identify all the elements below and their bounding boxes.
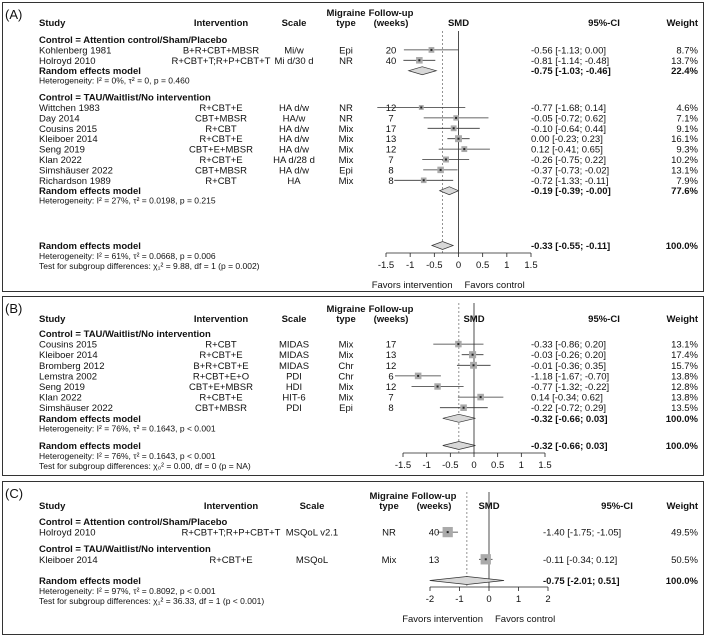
study-point bbox=[458, 138, 460, 140]
overall-random-effects-label: Random effects model bbox=[39, 441, 141, 452]
x-tick-label: -0.5 bbox=[442, 460, 459, 471]
overall-weight: 100.0% bbox=[665, 441, 698, 452]
heterogeneity-text: Heterogeneity: I² = 76%, τ² = 0.1643, p < 0.001 bbox=[39, 423, 216, 434]
study-type: Mix bbox=[338, 382, 354, 393]
study-follow-up: 20 bbox=[385, 45, 397, 57]
study-name: Klan 2022 bbox=[39, 155, 82, 166]
study-name: Holroyd 2010 bbox=[39, 527, 96, 539]
study-type: Mix bbox=[338, 339, 354, 351]
study-type: NR bbox=[382, 527, 396, 539]
study-weight: 12.8% bbox=[671, 382, 698, 393]
study-scale: HDI bbox=[285, 382, 303, 393]
study-point bbox=[440, 169, 442, 171]
study-scale: MIDAS bbox=[278, 360, 310, 372]
study-name: Cousins 2015 bbox=[39, 339, 98, 351]
study-scale: MSQoL bbox=[295, 554, 329, 566]
subgroup-test: Test for subgroup differences: χ₁² = 9.88, df = 1 (p = 0.002) bbox=[39, 261, 260, 271]
study-intervention: R+CBT+E bbox=[209, 554, 253, 566]
heterogeneity-text: Heterogeneity: I² = 0%, τ² = 0, p = 0.460 bbox=[39, 75, 190, 86]
study-follow-up: 40 bbox=[385, 55, 397, 67]
study-intervention: R+CBT+E bbox=[199, 134, 243, 146]
study-type: NR bbox=[339, 55, 353, 67]
header-weight: Weight bbox=[666, 18, 698, 29]
study-intervention: B+R+CBT+E bbox=[193, 360, 249, 372]
study-intervention: R+CBT+E bbox=[199, 350, 243, 362]
overall-heterogeneity: Heterogeneity: I² = 61%, τ² = 0.0668, p = 0.006 bbox=[39, 251, 216, 261]
study-point bbox=[463, 148, 465, 150]
subgroup-test: Test for subgroup differences: χ₀² = 0.00, df = 0 (p = NA) bbox=[39, 461, 251, 471]
study-follow-up: 13 bbox=[385, 134, 397, 146]
header-type: type bbox=[336, 18, 356, 29]
study-intervention: R+CBT+T;R+P+CBT+T bbox=[181, 527, 281, 539]
study-ci: -0.81 [-1.14; -0.48] bbox=[531, 55, 610, 67]
study-follow-up: 6 bbox=[388, 371, 394, 383]
study-intervention: R+CBT+E bbox=[199, 155, 243, 166]
study-ci: -0.26 [-0.75; 0.22] bbox=[531, 155, 606, 166]
overall-ci: -0.75 [-2.01; 0.51] bbox=[543, 576, 620, 587]
study-follow-up: 12 bbox=[385, 382, 397, 393]
header-intervention: Intervention bbox=[203, 501, 259, 512]
forest-panel-c bbox=[2, 481, 704, 635]
study-point bbox=[420, 107, 422, 109]
study-scale: MIDAS bbox=[278, 350, 310, 362]
overall-random-effects-label: Random effects model bbox=[39, 241, 141, 252]
panel-label: (A) bbox=[5, 7, 23, 22]
study-weight: 50.5% bbox=[671, 554, 698, 566]
study-ci: -0.01 [-0.36; 0.35] bbox=[531, 360, 606, 372]
overall-diamond bbox=[432, 242, 453, 250]
header-smd: SMD bbox=[463, 314, 485, 325]
study-follow-up: 8 bbox=[388, 403, 394, 415]
study-point bbox=[430, 49, 432, 51]
study-name: Lemstra 2002 bbox=[39, 371, 98, 383]
study-intervention: R+CBT bbox=[205, 175, 237, 187]
study-point bbox=[447, 531, 449, 533]
favors-intervention-label: Favors intervention bbox=[402, 614, 483, 625]
x-tick-label: -1 bbox=[405, 260, 415, 271]
x-tick-label: 1 bbox=[518, 460, 524, 471]
x-tick-label: 0 bbox=[455, 260, 462, 271]
overall-heterogeneity: Heterogeneity: I² = 97%, τ² = 0.8092, p < 0.001 bbox=[39, 586, 216, 596]
study-scale: MIDAS bbox=[278, 339, 310, 351]
header-scale: Scale bbox=[281, 18, 307, 29]
header-follow-up: Follow-up bbox=[411, 491, 457, 502]
study-follow-up: 8 bbox=[388, 165, 394, 177]
study-name: Klan 2022 bbox=[39, 392, 82, 404]
study-intervention: R+CBT+E bbox=[199, 392, 243, 404]
study-name: Day 2014 bbox=[39, 113, 80, 125]
header-study: Study bbox=[39, 18, 66, 29]
study-ci: 0.14 [-0.34; 0.62] bbox=[531, 392, 603, 404]
study-name: Kleiboer 2014 bbox=[39, 554, 98, 566]
study-point bbox=[473, 364, 475, 366]
study-follow-up: 8 bbox=[388, 175, 394, 187]
study-name: Kohlenberg 1981 bbox=[39, 45, 112, 57]
study-weight: 17.4% bbox=[671, 350, 698, 362]
x-tick-label: -1 bbox=[455, 594, 464, 605]
study-weight: 13.5% bbox=[671, 403, 698, 415]
study-ci: -0.10 [-0.64; 0.44] bbox=[531, 123, 606, 135]
header-type: type bbox=[336, 314, 356, 325]
x-tick-label: 1 bbox=[515, 594, 522, 605]
study-follow-up: 7 bbox=[388, 392, 394, 404]
x-tick-label: 0.5 bbox=[491, 460, 505, 471]
random-effects-label: Random effects model bbox=[39, 186, 141, 198]
study-weight: 15.7% bbox=[671, 360, 698, 372]
study-ci: -0.72 [-1.33; -0.11] bbox=[531, 175, 609, 187]
study-point bbox=[437, 386, 439, 388]
study-intervention: R+CBT+E bbox=[199, 103, 243, 114]
study-scale: PDI bbox=[286, 403, 302, 415]
study-intervention: CBT+MBSR bbox=[195, 165, 247, 177]
study-type: Mix bbox=[338, 155, 354, 166]
x-tick-label: -0.5 bbox=[426, 260, 443, 271]
study-name: Holroyd 2010 bbox=[39, 55, 96, 67]
study-weight: 13.7% bbox=[671, 55, 698, 67]
study-follow-up: 13 bbox=[428, 554, 440, 566]
x-tick-label: -1 bbox=[422, 460, 431, 471]
study-ci: -0.22 [-0.72; 0.29] bbox=[531, 403, 606, 415]
study-intervention: CBT+E+MBSR bbox=[189, 144, 253, 156]
study-scale: Mi/w bbox=[284, 45, 304, 57]
study-type: NR bbox=[339, 103, 353, 114]
random-effects-ci: -0.19 [-0.39; -0.00] bbox=[531, 186, 611, 198]
x-tick-label: 1 bbox=[504, 260, 510, 271]
study-type: Mix bbox=[381, 554, 397, 566]
study-follow-up: 12 bbox=[385, 360, 397, 372]
random-effects-weight: 100.0% bbox=[665, 413, 698, 425]
study-point bbox=[417, 375, 419, 377]
study-ci: -0.11 [-0.34; 0.12] bbox=[543, 554, 618, 566]
header-smd: SMD bbox=[478, 501, 500, 512]
group-title: Control = TAU/Waitlist/No intervention bbox=[39, 92, 211, 104]
random-effects-label: Random effects model bbox=[39, 413, 141, 425]
study-point bbox=[418, 59, 420, 61]
study-ci: -1.18 [-1.67; -0.70] bbox=[531, 371, 610, 383]
header-weight: Weight bbox=[666, 314, 698, 325]
study-ci: -0.03 [-0.26; 0.20] bbox=[531, 350, 606, 362]
forest-plot-a bbox=[3, 3, 705, 293]
study-follow-up: 40 bbox=[428, 527, 440, 539]
study-weight: 4.6% bbox=[676, 103, 698, 114]
overall-ci: -0.33 [-0.55; -0.11] bbox=[531, 241, 611, 252]
random-effects-label: Random effects model bbox=[39, 66, 141, 78]
study-type: Epi bbox=[339, 165, 353, 177]
study-intervention: R+CBT+E+O bbox=[192, 371, 250, 383]
forest-panel-a bbox=[2, 2, 704, 292]
random-effects-ci: -0.75 [-1.03; -0.46] bbox=[531, 66, 611, 78]
study-ci: -0.37 [-0.73; -0.02] bbox=[531, 165, 610, 177]
study-type: Mix bbox=[338, 134, 354, 146]
x-tick-label: 1.5 bbox=[524, 260, 538, 271]
panel-label: (C) bbox=[5, 486, 24, 501]
study-point bbox=[455, 117, 457, 119]
study-follow-up: 17 bbox=[385, 123, 397, 135]
favors-control-label: Favors control bbox=[464, 280, 525, 291]
header-weeks: (weeks) bbox=[373, 314, 409, 325]
header-type: type bbox=[379, 501, 399, 512]
study-intervention: CBT+E+MBSR bbox=[189, 382, 253, 393]
study-follow-up: 17 bbox=[385, 339, 397, 351]
study-weight: 13.1% bbox=[671, 165, 698, 177]
overall-weight: 100.0% bbox=[665, 576, 698, 587]
overall-diamond bbox=[430, 577, 504, 585]
header-weeks: (weeks) bbox=[373, 18, 409, 29]
study-name: Cousins 2015 bbox=[39, 123, 98, 135]
header-ci: 95%-CI bbox=[588, 314, 620, 325]
header-migraine: Migraine bbox=[369, 491, 409, 502]
subgroup-test: Test for subgroup differences: χ₁² = 36.33, df = 1 (p < 0.001) bbox=[39, 596, 265, 606]
study-weight: 10.2% bbox=[671, 155, 698, 166]
header-weight: Weight bbox=[666, 501, 698, 512]
study-scale: HA d/w bbox=[278, 103, 310, 114]
study-scale: HIT-6 bbox=[282, 392, 306, 404]
study-point bbox=[423, 179, 425, 181]
header-intervention: Intervention bbox=[193, 18, 249, 29]
study-point bbox=[485, 558, 487, 560]
study-weight: 13.8% bbox=[671, 371, 698, 383]
study-intervention: R+CBT bbox=[205, 339, 237, 351]
study-point bbox=[453, 127, 455, 129]
group-title: Control = TAU/Waitlist/No intervention bbox=[39, 544, 211, 556]
study-intervention: CBT+MBSR bbox=[195, 403, 247, 415]
study-name: Seng 2019 bbox=[39, 382, 85, 393]
study-scale: MSQoL v2.1 bbox=[285, 527, 339, 539]
random-effects-diamond bbox=[443, 414, 476, 422]
study-weight: 7.9% bbox=[676, 175, 698, 187]
study-point bbox=[480, 396, 482, 398]
study-name: Bromberg 2012 bbox=[39, 360, 105, 372]
study-name: Wittchen 1983 bbox=[39, 103, 100, 114]
study-type: Mix bbox=[338, 350, 354, 362]
study-intervention: B+R+CBT+MBSR bbox=[182, 45, 260, 57]
study-scale: HA d/w bbox=[278, 165, 310, 177]
study-name: Kleiboer 2014 bbox=[39, 350, 98, 362]
study-scale: HA bbox=[287, 175, 301, 187]
overall-diamond bbox=[443, 442, 476, 450]
header-ci: 95%-CI bbox=[601, 501, 633, 512]
x-tick-label: 0 bbox=[471, 460, 477, 471]
study-ci: 0.00 [-0.23; 0.23] bbox=[531, 134, 603, 146]
study-weight: 49.5% bbox=[671, 527, 698, 539]
study-weight: 8.7% bbox=[676, 45, 698, 57]
x-tick-label: 0 bbox=[486, 594, 492, 605]
header-study: Study bbox=[39, 314, 66, 325]
study-scale: PDI bbox=[286, 371, 302, 383]
study-scale: Mi d/30 d bbox=[274, 55, 314, 67]
random-effects-weight: 22.4% bbox=[671, 66, 698, 78]
study-type: Mix bbox=[338, 144, 354, 156]
study-name: Richardson 1989 bbox=[39, 175, 111, 187]
study-scale: HA d/w bbox=[278, 123, 310, 135]
x-tick-label: 2 bbox=[545, 594, 551, 605]
random-effects-weight: 77.6% bbox=[671, 186, 698, 198]
study-point bbox=[457, 343, 459, 345]
random-effects-ci: -0.32 [-0.66; 0.03] bbox=[531, 413, 608, 425]
study-scale: HA/w bbox=[282, 113, 306, 125]
overall-weight: 100.0% bbox=[665, 241, 698, 252]
study-follow-up: 13 bbox=[385, 350, 397, 362]
study-point bbox=[463, 407, 465, 409]
forest-plot-c bbox=[3, 482, 705, 636]
study-point bbox=[472, 354, 474, 356]
overall-random-effects-label: Random effects model bbox=[39, 576, 141, 587]
header-intervention: Intervention bbox=[193, 314, 249, 325]
favors-intervention-label: Favors intervention bbox=[371, 280, 453, 291]
header-ci: 95%-CI bbox=[588, 18, 620, 29]
random-effects-diamond bbox=[409, 67, 437, 75]
study-ci: -1.40 [-1.75; -1.05] bbox=[543, 527, 622, 539]
study-type: Chr bbox=[338, 360, 354, 372]
header-weeks: (weeks) bbox=[416, 501, 452, 512]
study-weight: 13.8% bbox=[671, 392, 698, 404]
study-ci: -0.05 [-0.72; 0.62] bbox=[531, 113, 606, 125]
x-tick-label: 1.5 bbox=[538, 460, 552, 471]
study-ci: -0.33 [-0.86; 0.20] bbox=[531, 339, 606, 351]
x-tick-label: -1.5 bbox=[377, 260, 395, 271]
panel-label: (B) bbox=[5, 301, 23, 316]
x-tick-label: -2 bbox=[425, 594, 435, 605]
study-name: Simshäuser 2022 bbox=[39, 403, 113, 415]
study-weight: 7.1% bbox=[676, 113, 698, 125]
study-scale: HA d/w bbox=[278, 134, 310, 146]
study-follow-up: 7 bbox=[388, 155, 394, 166]
x-tick-label: 0.5 bbox=[476, 260, 490, 271]
overall-ci: -0.32 [-0.66; 0.03] bbox=[531, 441, 608, 452]
study-intervention: CBT+MBSR bbox=[195, 113, 247, 125]
study-weight: 16.1% bbox=[671, 134, 698, 146]
study-follow-up: 12 bbox=[385, 103, 397, 114]
study-point bbox=[445, 159, 447, 161]
study-ci: -0.77 [-1.68; 0.14] bbox=[531, 103, 606, 114]
header-follow-up: Follow-up bbox=[368, 8, 414, 19]
header-study: Study bbox=[39, 501, 66, 512]
study-ci: -0.77 [-1.32; -0.22] bbox=[531, 382, 610, 393]
study-scale: HA d/28 d bbox=[273, 155, 315, 166]
group-title: Control = Attention control/Sham/Placebo bbox=[39, 35, 228, 46]
study-name: Simshäuser 2022 bbox=[39, 165, 113, 177]
study-follow-up: 12 bbox=[385, 144, 397, 156]
header-scale: Scale bbox=[281, 314, 307, 325]
study-intervention: R+CBT bbox=[205, 123, 237, 135]
study-ci: 0.12 [-0.41; 0.65] bbox=[531, 144, 603, 156]
header-follow-up: Follow-up bbox=[368, 304, 414, 315]
header-migraine: Migraine bbox=[326, 8, 366, 19]
favors-control-label: Favors control bbox=[495, 614, 556, 625]
heterogeneity-text: Heterogeneity: I² = 27%, τ² = 0.0198, p = 0.215 bbox=[39, 195, 216, 206]
study-ci: -0.56 [-1.13; 0.00] bbox=[531, 45, 606, 57]
study-intervention: R+CBT+T;R+P+CBT+T bbox=[171, 55, 271, 67]
overall-heterogeneity: Heterogeneity: I² = 76%, τ² = 0.1643, p < 0.001 bbox=[39, 451, 216, 461]
header-migraine: Migraine bbox=[326, 304, 366, 315]
forest-plot-b bbox=[3, 297, 705, 477]
study-type: Mix bbox=[338, 392, 354, 404]
group-title: Control = TAU/Waitlist/No intervention bbox=[39, 329, 211, 340]
study-type: NR bbox=[339, 113, 353, 125]
study-scale: HA d/w bbox=[278, 144, 310, 156]
study-type: Mix bbox=[338, 123, 354, 135]
x-tick-label: -1.5 bbox=[394, 460, 412, 471]
study-follow-up: 7 bbox=[388, 113, 394, 125]
forest-panel-b bbox=[2, 296, 704, 476]
study-type: Chr bbox=[338, 371, 354, 383]
group-title: Control = Attention control/Sham/Placebo bbox=[39, 517, 228, 528]
study-weight: 13.1% bbox=[671, 339, 698, 351]
study-weight: 9.1% bbox=[676, 123, 698, 135]
study-type: Epi bbox=[339, 45, 353, 57]
study-name: Seng 2019 bbox=[39, 144, 85, 156]
study-weight: 9.3% bbox=[676, 144, 698, 156]
study-name: Kleiboer 2014 bbox=[39, 134, 98, 146]
study-type: Mix bbox=[338, 175, 354, 187]
header-smd: SMD bbox=[447, 18, 470, 29]
study-type: Epi bbox=[339, 403, 353, 415]
header-scale: Scale bbox=[299, 501, 325, 512]
